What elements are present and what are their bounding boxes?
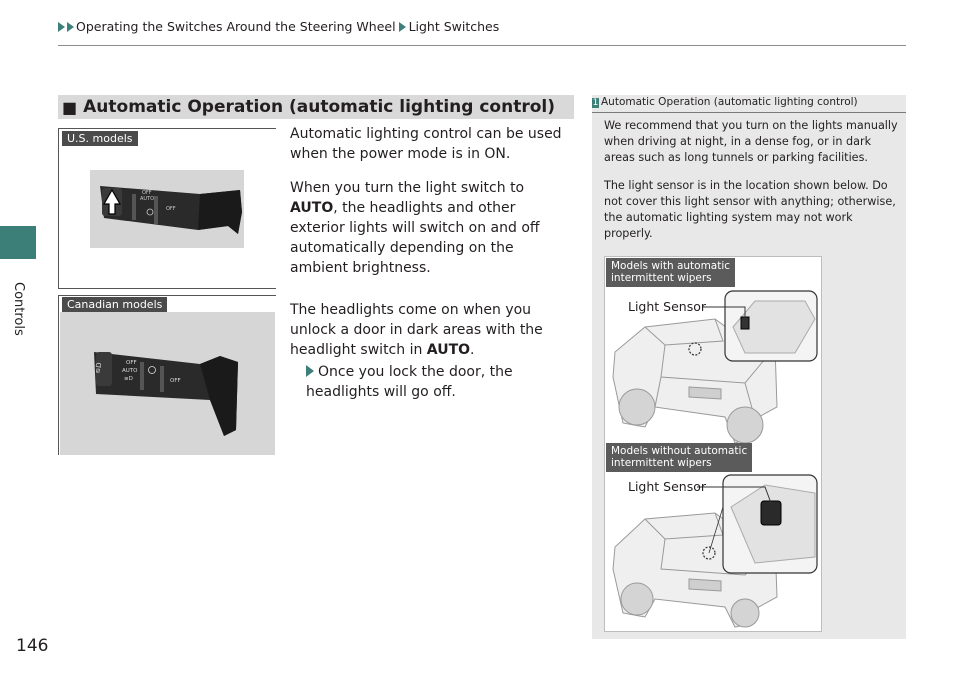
figure-rule <box>58 128 276 129</box>
note-divider <box>592 112 906 113</box>
text-span: When you turn the light switch to <box>290 180 525 196</box>
svg-text:OFF: OFF <box>142 190 152 196</box>
chapter-tab[interactable] <box>0 226 36 259</box>
svg-text:OFF: OFF <box>126 360 137 366</box>
note-heading <box>592 96 906 112</box>
breadcrumb <box>58 19 499 34</box>
paragraph-lock <box>306 362 574 402</box>
bold-auto: AUTO <box>290 200 334 216</box>
us-light-switch-illustration <box>90 170 244 248</box>
breadcrumb-arrow-icon <box>58 22 65 32</box>
text-span: , the headlights and other exterior lights will switch on and off automatically depending on the ambient brightness. <box>290 200 540 276</box>
model-label-line: Models without automatic <box>611 445 748 457</box>
svg-text:AUTO: AUTO <box>140 196 155 202</box>
text-span: The headlights come on when you unlock a door in dark areas with the headlight switch in <box>290 302 543 358</box>
paragraph-auto <box>290 178 574 278</box>
figure-rule <box>58 295 59 455</box>
canada-switch-figure <box>60 312 275 455</box>
model-label-line: intermittent wipers <box>611 272 712 284</box>
section-bullet: ■ <box>62 97 78 117</box>
text-span: Once you lock the door, the headlights will go off. <box>306 364 513 400</box>
breadcrumb-link-light-switches[interactable]: Light Switches <box>408 19 500 34</box>
model-label-with-wipers <box>606 258 735 287</box>
us-switch-figure <box>90 170 244 248</box>
note-text <box>604 118 900 254</box>
model-label-without-wipers <box>606 443 752 472</box>
paragraph-unlock <box>290 300 574 360</box>
model-label-line: Models with automatic <box>611 260 731 272</box>
model-label-line: intermittent wipers <box>611 457 712 469</box>
text-span: . <box>470 342 475 358</box>
note-paragraph: We recommend that you turn on the lights manually when driving at night, in a dense fog, or in dark areas such as long tunnels or parking facilities. <box>604 119 898 164</box>
section-heading <box>58 95 574 119</box>
section-title: Automatic Operation (automatic lighting control) <box>83 97 555 117</box>
figure-rule <box>58 128 59 288</box>
light-sensor-label: Light Sensor <box>628 299 707 314</box>
figure-rule <box>58 295 276 296</box>
figure-label-us: U.S. models <box>62 131 138 146</box>
breadcrumb-arrow-icon <box>399 22 406 32</box>
breadcrumb-link-switches[interactable]: Operating the Switches Around the Steering Wheel <box>76 19 396 34</box>
paragraph-intro: Automatic lighting control can be used when the power mode is in ON. <box>290 126 562 162</box>
note-paragraph: The light sensor is in the location shown below. Do not cover this light sensor with anything; otherwise, the automatic lighting system may not work properly. <box>604 179 896 240</box>
header-divider <box>58 45 906 46</box>
svg-text:OFF: OFF <box>170 378 181 384</box>
page-number: 146 <box>16 636 49 656</box>
arrow-icon <box>306 365 314 377</box>
svg-text:OFF: OFF <box>166 206 176 212</box>
chapter-label: Controls <box>11 282 26 336</box>
figure-rule <box>58 288 276 289</box>
canada-light-switch-illustration <box>60 312 275 455</box>
note-number: 1 <box>592 98 599 108</box>
note-title: Automatic Operation (automatic lighting control) <box>601 96 858 108</box>
breadcrumb-arrow-icon <box>67 22 74 32</box>
figure-label-canada: Canadian models <box>62 297 167 312</box>
svg-text:≡D: ≡D <box>124 376 133 382</box>
body-text <box>290 124 574 416</box>
light-sensor-label: Light Sensor <box>628 479 707 494</box>
bold-auto: AUTO <box>426 342 471 358</box>
svg-text:≡D: ≡D <box>93 361 104 375</box>
svg-text:AUTO: AUTO <box>122 368 138 374</box>
